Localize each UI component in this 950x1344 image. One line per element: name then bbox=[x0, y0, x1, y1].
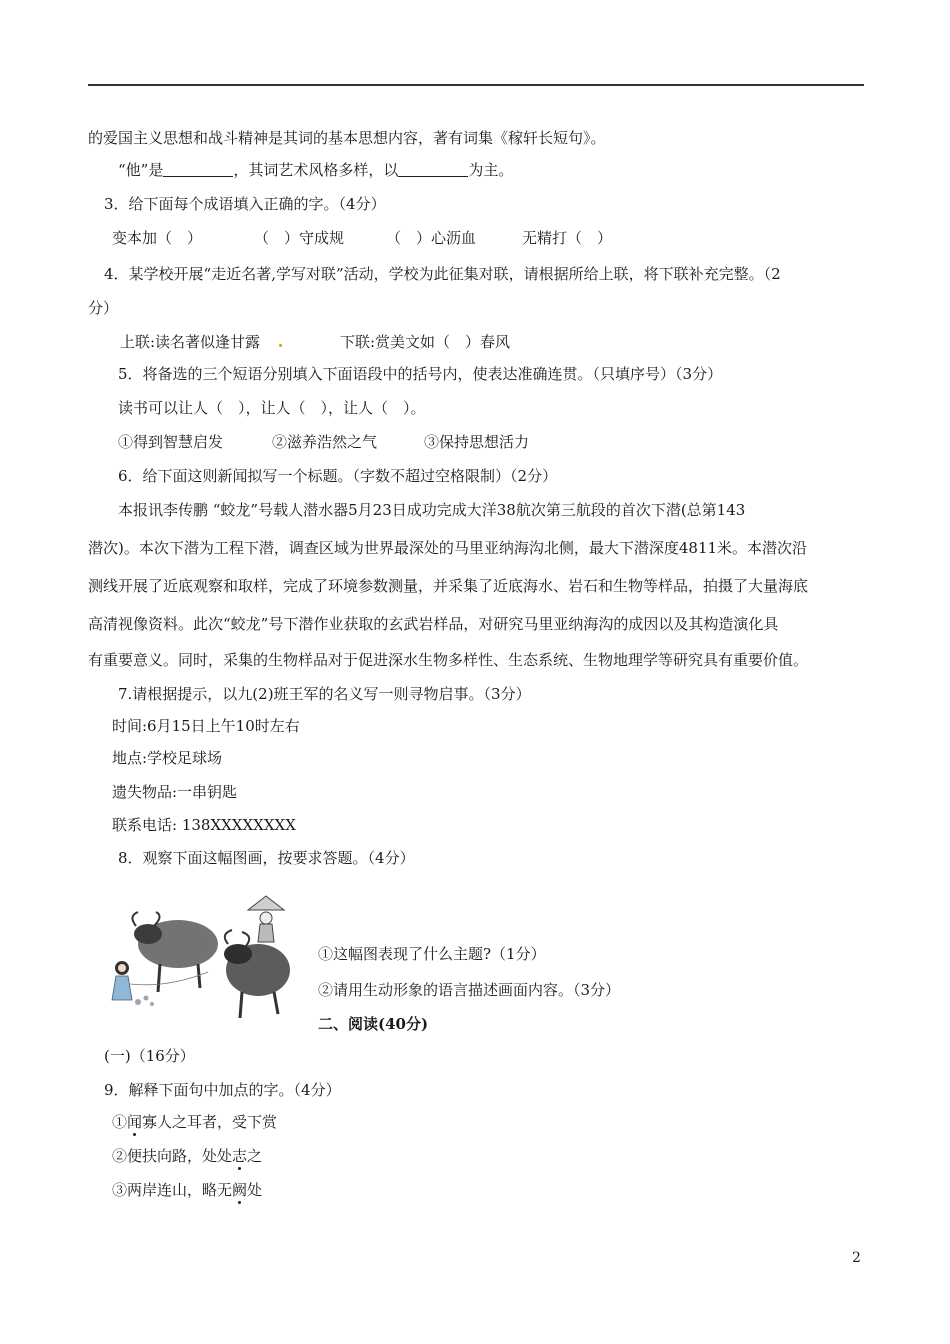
news-line: 测线开展了近底观察和取样，完成了环境参数测量，并采集了近底海水、岩石和生物等样品，拍摄了大量海底 bbox=[88, 577, 809, 595]
paragraph-line: 的爱国主义思想和战斗精神是其词的基本思想内容，著有词集《稼轩长短句》。 bbox=[88, 129, 606, 147]
couplet-upper bbox=[120, 332, 282, 352]
answer-blank[interactable] bbox=[163, 160, 233, 177]
header-rule bbox=[88, 84, 864, 86]
couplet-lower: 下联:赏美文如（ ）春风 bbox=[340, 333, 511, 351]
idiom-item: （ ）心沥血 bbox=[386, 229, 477, 247]
idiom-item: 无精打（ ） bbox=[522, 229, 613, 247]
news-line: 高清视像资料。此次“蛟龙”号下潜作业获取的玄武岩样品，对研究马里亚纳海沟的成因以及其构造演化具 bbox=[88, 615, 779, 633]
question-9-item bbox=[112, 1180, 262, 1200]
question-6: 6．给下面这则新闻拟写一个标题。（字数不超过空格限制）（2分） bbox=[118, 467, 558, 485]
notice-place: 地点:学校足球场 bbox=[112, 749, 223, 767]
page-number: 2 bbox=[852, 1250, 861, 1266]
option-item: ②滋养浩然之气 bbox=[272, 433, 378, 451]
text-fragment: ③两岸连山，略无 bbox=[112, 1181, 233, 1199]
question-8: 8．观察下面这幅图画，按要求答题。（4分） bbox=[118, 849, 415, 867]
question-5-passage: 读书可以让人（ ），让人（ ），让人（ ）。 bbox=[118, 399, 426, 417]
question-9: 9．解释下面句中加点的字。（4分） bbox=[104, 1081, 341, 1099]
question-7: 7.请根据提示，以九(2)班王军的名义写一则寻物启事。（3分） bbox=[118, 685, 531, 703]
news-line: 本报讯李传鹏 “蛟龙”号载人潜水器5月23日成功完成大洋38航次第三航段的首次下潜(总第143 bbox=[118, 501, 746, 519]
question-9-item bbox=[112, 1112, 277, 1132]
text-fragment: ，其词艺术风格多样，以 bbox=[233, 161, 399, 179]
question-4-cont: 分） bbox=[88, 299, 119, 317]
notice-time: 时间:6月15日上午10时左右 bbox=[112, 717, 300, 735]
question-8-part-2: ②请用生动形象的语言描述画面内容。（3分） bbox=[318, 981, 621, 999]
subsection-heading: (一)（16分） bbox=[104, 1047, 195, 1065]
text-fragment: 有重要意义。同时， bbox=[88, 651, 224, 669]
news-line bbox=[88, 650, 808, 670]
text-fragment: ① bbox=[112, 1113, 128, 1131]
news-line: 潜次)。本次下潜为工程下潜，调查区域为世界最深处的马里亚纳海沟北侧，最大下潜深度4811米。本潜次沿 bbox=[88, 539, 808, 557]
question-9-item bbox=[112, 1146, 262, 1166]
couplet-upper-text: 上联:读名著似逢甘露 bbox=[120, 333, 261, 351]
idiom-item: 变本加（ ） bbox=[112, 229, 203, 247]
text-fragment: ②便扶向路，处处 bbox=[112, 1147, 233, 1165]
text-fragment: “他”是 bbox=[118, 161, 164, 179]
text-fragment: 处 bbox=[247, 1181, 263, 1199]
text-fragment: 为主。 bbox=[468, 161, 514, 179]
idiom-item: （ ）守成规 bbox=[254, 229, 345, 247]
dotted-char: 志 bbox=[232, 1147, 248, 1165]
section-heading: 二、阅读(40分) bbox=[318, 1015, 429, 1033]
question-4: 4．某学校开展“走近名著,学写对联”活动，学校为此征集对联，请根据所给上联，将下联补充完整。（2 bbox=[104, 265, 781, 283]
option-item: ①得到智慧启发 bbox=[118, 433, 224, 451]
option-item: ③保持思想活力 bbox=[424, 433, 530, 451]
mark-dot bbox=[279, 344, 282, 347]
question-3: 3．给下面每个成语填入正确的字。（4分） bbox=[104, 195, 386, 213]
notice-item: 遗失物品:一串钥匙 bbox=[112, 783, 238, 801]
ink-painting-buffalo-illustration bbox=[108, 892, 308, 1032]
text-fragment: 之 bbox=[247, 1147, 263, 1165]
notice-phone: 联系电话: 138XXXXXXXX bbox=[112, 816, 296, 834]
text-fragment: 采集的生物样品对于促进深水生物多样性、生态系统、生物地理学等研究具有重要价值。 bbox=[223, 651, 809, 669]
text-fragment: 寡人之耳者，受下赏 bbox=[142, 1113, 278, 1131]
fill-blank-line bbox=[118, 160, 513, 180]
dotted-char: 阙 bbox=[232, 1181, 248, 1199]
question-8-part-1: ①这幅图表现了什么主题?（1分） bbox=[318, 945, 546, 963]
question-5: 5．将备选的三个短语分别填入下面语段中的括号内，使表达准确连贯。（只填序号）（3分） bbox=[118, 365, 723, 383]
answer-blank[interactable] bbox=[398, 160, 468, 177]
dotted-char: 闻 bbox=[127, 1113, 143, 1131]
